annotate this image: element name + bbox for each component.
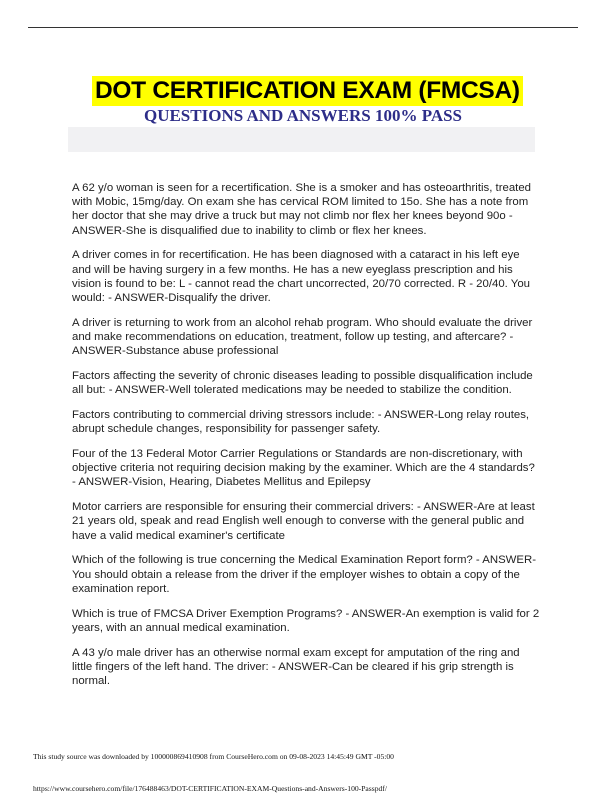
qa-item-3: A driver is returning to work from an alcohol rehab program. Who should evaluate the driver and make recommendations on education, treatment, follow up testing, and aftercare? - ANSWER-Substance abuse professional bbox=[72, 316, 533, 358]
qa-item-9: Which is true of FMCSA Driver Exemption Programs? - ANSWER-An exemption is valid for 2 years, with an annual medical examination. bbox=[72, 607, 540, 634]
document-subtitle: QUESTIONS AND ANSWERS 100% PASS bbox=[143, 106, 463, 125]
qa-item-8: Which of the following is true concerning the Medical Examination Report form? - ANSWER-You should obtain a release from the driver if the employer wishes to obtain a copy of the examination report. bbox=[72, 554, 537, 595]
qa-item-7: Motor carriers are responsible for ensuring their commercial drivers: - ANSWER-Are at least 21 years old, speak and read English well enough to converse with the general public and have a valid medical examiner's certificate bbox=[72, 501, 535, 542]
header-band bbox=[68, 127, 535, 152]
top-divider bbox=[28, 27, 578, 28]
download-note: This study source was downloaded by 100000869410908 from CourseHero.com on 09-08-2023 14:45:49 GMT -05:00 bbox=[33, 752, 394, 761]
document-title: DOT CERTIFICATION EXAM (FMCSA) bbox=[92, 76, 523, 106]
qa-item-6: Four of the 13 Federal Motor Carrier Regulations or Standards are non-discretionary, with objective criteria not requiring decision making by the examiner. Which are the 4 standards? - ANSWER-Vision, Hearing, Diabetes Mellitus and Epilepsy bbox=[72, 448, 535, 489]
qa-item-4: Factors affecting the severity of chronic diseases leading to possible disqualification include all but: - ANSWER-Well tolerated medications may be needed to stabilize the condition. bbox=[72, 370, 533, 397]
qa-item-2: A driver comes in for recertification. He has been diagnosed with a cataract in his left eye and will be having surgery in a few months. He has a new eyeglass prescription and his vision is found to be: L - cannot read the chart uncorrected, 20/70 corrected. R - 20/40. You would: - ANSWER-Disqualify the driver. bbox=[72, 249, 531, 305]
source-url[interactable]: https://www.coursehero.com/file/176488463/DOT-CERTIFICATION-EXAM-Questions-and-Answers-100-Passpdf/ bbox=[33, 784, 387, 793]
qa-item-5: Factors contributing to commercial driving stressors include: - ANSWER-Long relay routes, abrupt schedule changes, responsibility for passenger safety. bbox=[72, 409, 530, 436]
qa-item-10: A 43 y/o male driver has an otherwise normal exam except for amputation of the ring and little fingers of the left hand. The driver: - ANSWER-Can be cleared if his grip strength is normal. bbox=[72, 646, 520, 688]
qa-item-1: A 62 y/o woman is seen for a recertification. She is a smoker and has osteoarthritis, treated with Mobic, 15mg/day. On exam she has cervical ROM limited to 15o. She has a note from her doctor that she may drive a truck but may not climb nor flex her knees beyond 90o - ANSWER-She is disqualified due to inability to climb or flex her knees. bbox=[72, 182, 532, 237]
qa-list bbox=[72, 181, 540, 699]
